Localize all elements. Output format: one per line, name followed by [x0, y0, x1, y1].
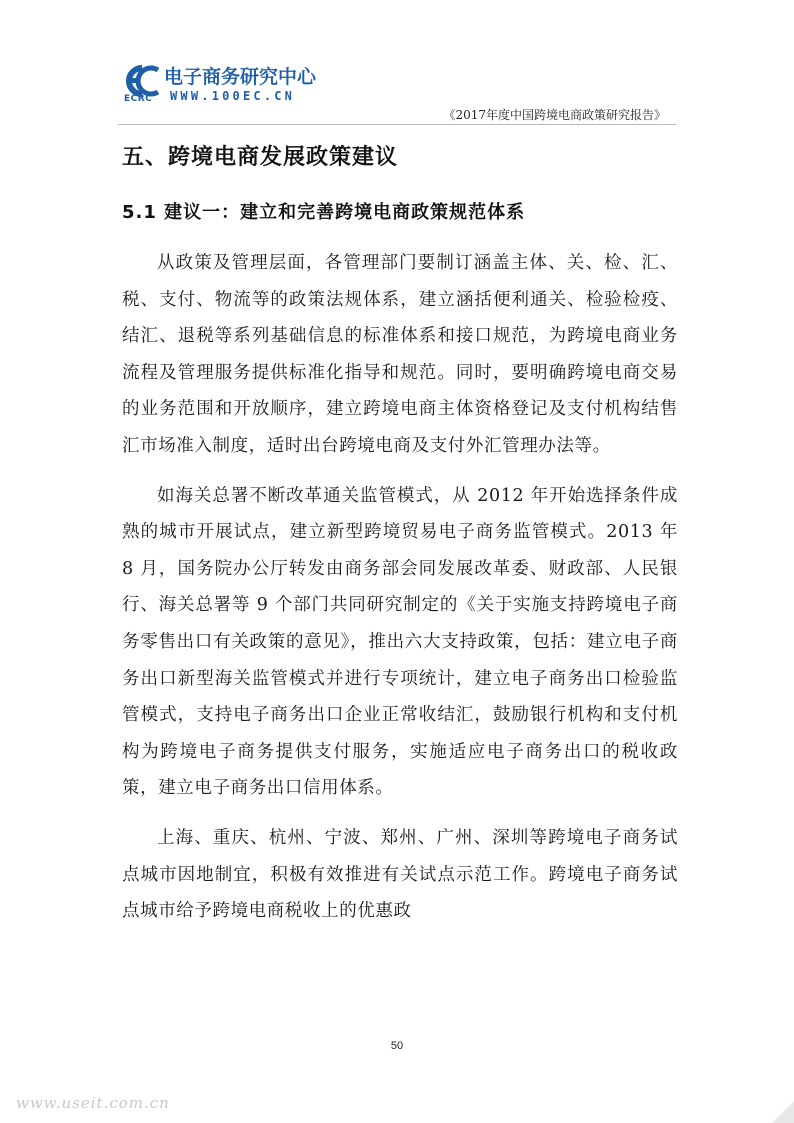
body-text	[122, 245, 678, 943]
page-number: 50	[390, 1040, 404, 1052]
logo-url: WWW.100EC.CN	[170, 89, 296, 103]
header-divider	[118, 124, 676, 125]
page-curl-decoration	[772, 1101, 794, 1123]
paragraph: 如海关总署不断改革通关监管模式，从 2012 年开始选择条件成熟的城市开展试点，建立新型跨境贸易电子商务监管模式。2013 年 8 月，国务院办公厅转发由商务部会同发展改革委、财政部、人民银行、海关总署等 9 个部门共同研究制定的《关于实施支持跨境电子商务零售出口有关政策的意见》，推出六大支持政策，包括：建立电子商务出口新型海关监管模式并进行专项统计，建立电子商务出口检验监管模式，支持电子商务出口企业正常收结汇，鼓励银行机构和支付机构为跨境电子商务提供支付服务，实施适应电子商务出口的税收政策，建立电子商务出口信用体系。	[122, 485, 678, 799]
paragraph: 上海、重庆、杭州、宁波、郑州、广州、深圳等跨境电子商务试点城市因地制宜，积极有效推进有关试点示范工作。跨境电子商务试点城市给予跨境电商税收上的优惠政	[122, 827, 678, 922]
report-title-header: 《2017年度中国跨境电商政策研究报告》	[443, 108, 666, 122]
paragraph: 从政策及管理层面，各管理部门要制订涵盖主体、关、检、汇、税、支付、物流等的政策法规体系，建立涵括便利通关、检验检疫、结汇、退税等系列基础信息的标准体系和接口规范，为跨境电商业务流程及管理服务提供标准化指导和规范。同时，要明确跨境电商交易的业务范围和开放顺序，建立跨境电商主体资格登记及支付机构结售汇市场准入制度，适时出台跨境电商及支付外汇管理办法等。	[122, 253, 678, 456]
watermark: www.useit.com.cn	[16, 1094, 170, 1112]
logo-abbreviation: ECRC	[124, 94, 153, 104]
logo-chinese-name: 电子商务研究中心	[164, 66, 317, 88]
section-title: 五、跨境电商发展政策建议	[122, 145, 399, 170]
ecrc-logo	[122, 60, 317, 110]
subsection-title: 5.1 建议一：建立和完善跨境电商政策规范体系	[122, 202, 526, 223]
ecrc-logo-icon	[122, 64, 162, 98]
